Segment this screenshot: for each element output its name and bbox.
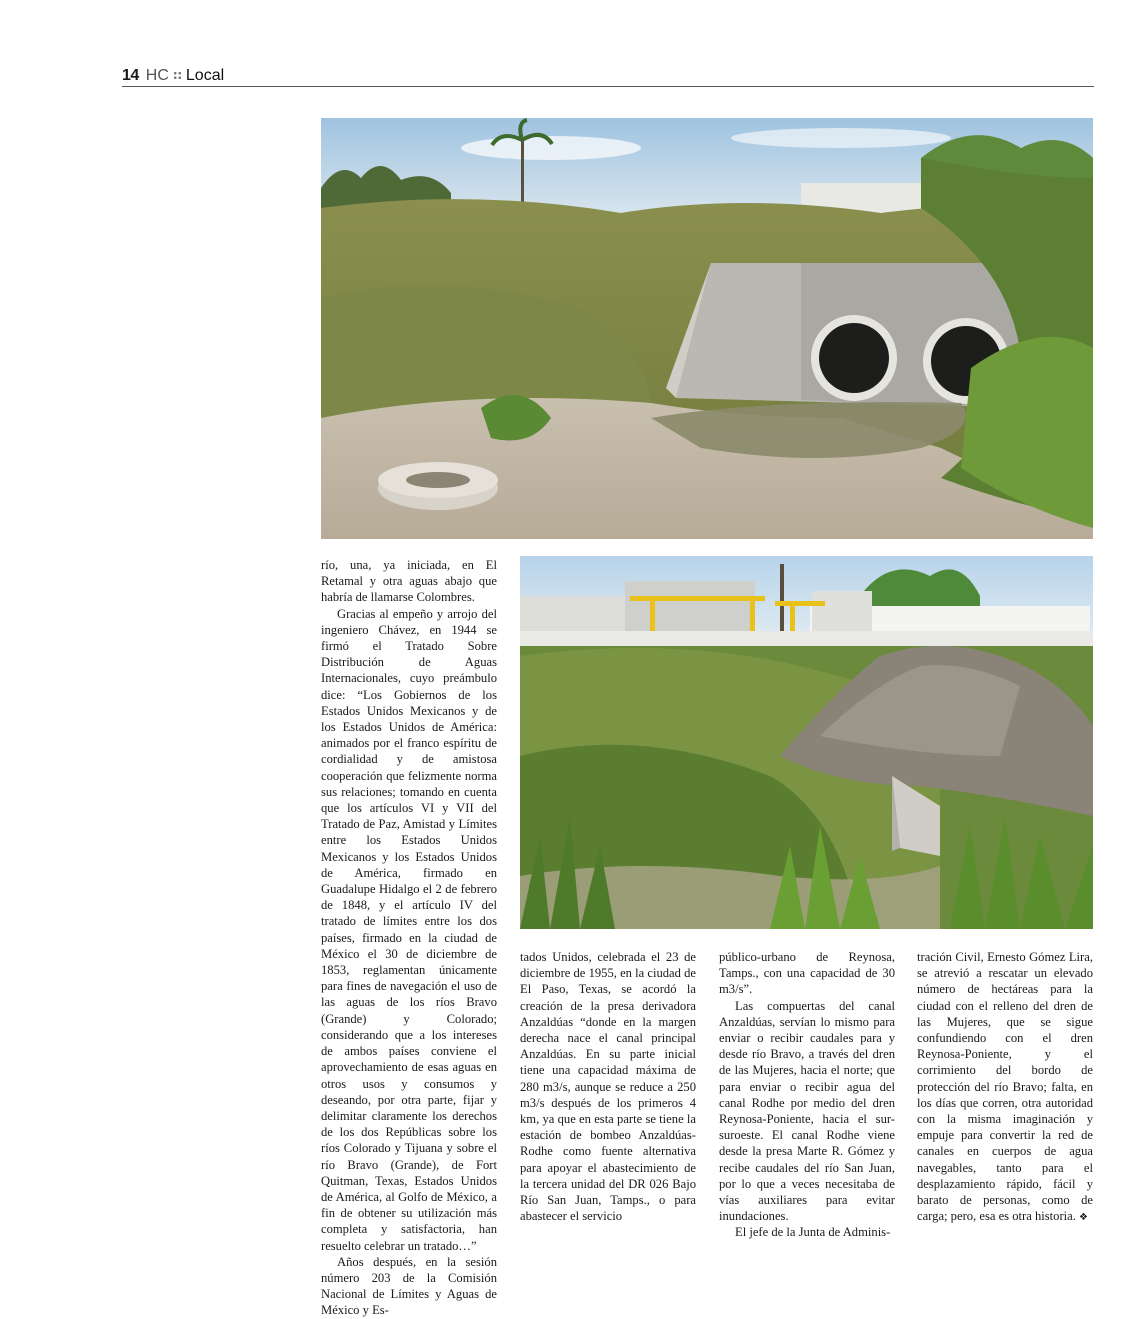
publication-name: HC xyxy=(145,67,169,84)
paragraph xyxy=(917,949,1093,1226)
paragraph: El jefe de la Junta de Adminis- xyxy=(735,1225,891,1240)
text-column-4 xyxy=(917,949,1093,1226)
paragraph-text: tración Civil, Ernesto Gómez Lira, se atrevió a rescatar un elevado número de hectáreas para la ciudad con el relleno del dren de las Mujeres, que se sigue confundiendo con el dren Reynosa-Poniente, y el corrimiento del bordo de protección del río Bravo; falta, en los días que corren, otra autoridad con la misma imaginación y empuje para convertir la red de canales en cuerpos de agua navegables, tanto para el desplazamiento rápido, fácil y barato de personas, como de carga; pero, esa es otra historia. xyxy=(917,950,1093,1224)
section-name: Local xyxy=(185,67,225,84)
page-header xyxy=(122,66,1094,87)
middle-photo xyxy=(520,556,1093,929)
paragraph: tados Unidos, celebrada el 23 de diciembre de 1955, en la ciudad de El Paso, Texas, se acordó la creación de la presa derivadora Anzaldúas “donde en la margen derecha nace el canal principal Anzaldúas. En su parte inicial tiene una capacidad máxima de 280 m3/s, aunque se reduce a 250 m3/s después de los primeros 4 km, ya que en esta parte se tiene la estación de bombeo Anzaldúas-Rodhe como fuente alternativa para apoyar el abastecimiento de la tercera unidad del DR 026 Bajo Río San Juan, Tamps., o para abastecer el servicio xyxy=(520,950,696,1224)
paragraph: río, una, ya iniciada, en El Retamal y otra aguas abajo que habría de llamarse Colombres. xyxy=(321,558,497,605)
text-column-3 xyxy=(719,949,895,1241)
top-photo xyxy=(321,118,1093,539)
text-column-2 xyxy=(520,949,696,1224)
paragraph: Las compuertas del canal Anzaldúas, servían lo mismo para enviar o recibir caudales para y desde río Bravo, a través del dren de las Mujeres, hacia el norte; que para enviar o recibir agua del canal Rodhe por medio del dren Reynosa-Poniente, hacia el sur-suroeste. El canal Rodhe viene desde la presa Marte R. Gómez y recibe caudales del río San Juan, por lo que a veces necesitaba de vías auxiliares para evitar inundaciones. xyxy=(719,998,895,1224)
separator-dots-icon xyxy=(173,71,182,80)
paragraph: Gracias al empeño y arrojo del ingeniero Chávez, en 1944 se firmó el Tratado Sobre Distribución de Aguas Internacionales, cuyo preámbulo dice: “Los Gobiernos de los Estados Unidos Mexicanos y de los Estados Unidos de América: animados por el franco espíritu de cordialidad y de amistosa cooperación que felizmente norma sus relaciones; tomando en cuenta que los artículos VI y VII del Tratado de Paz, Amistad y Límites entre los Estados Unidos Mexicanos y los Estados Unidos de América, firmado en Guadalupe Hidalgo el 2 de febrero de 1848, y el artículo IV del tratado de límites entre los dos países, firmado en la ciudad de México el 30 de diciembre de 1853, reglamentan únicamente para fines de navegación el uso de las aguas de los ríos Bravo (Grande) y Colorado; considerando que a los intereses de ambos países conviene el aprovechamiento de esas aguas en otros usos y consumos y deseando, por otra parte, fijar y delimitar claramente los derechos de los dos Repúblicas sobre los ríos Colorado y Tijuana y sobre el río Bravo (Grande), de Fort Quitman, Texas, Estados Unidos de América, al Golfo de México, a fin de obtener su utilización más completa y satisfactoria, han resuelto celebrar un tratado…” xyxy=(321,606,497,1253)
paragraph: público-urbano de Reynosa, Tamps., con una capacidad de 30 m3/s”. xyxy=(719,950,895,997)
page-number: 14 xyxy=(122,67,139,84)
paragraph: Años después, en la sesión número 203 de la Comisión Nacional de Límites y Aguas de México y Es- xyxy=(321,1254,497,1318)
end-mark-icon: ❖ xyxy=(1079,1212,1088,1224)
text-column-1 xyxy=(321,557,497,1319)
